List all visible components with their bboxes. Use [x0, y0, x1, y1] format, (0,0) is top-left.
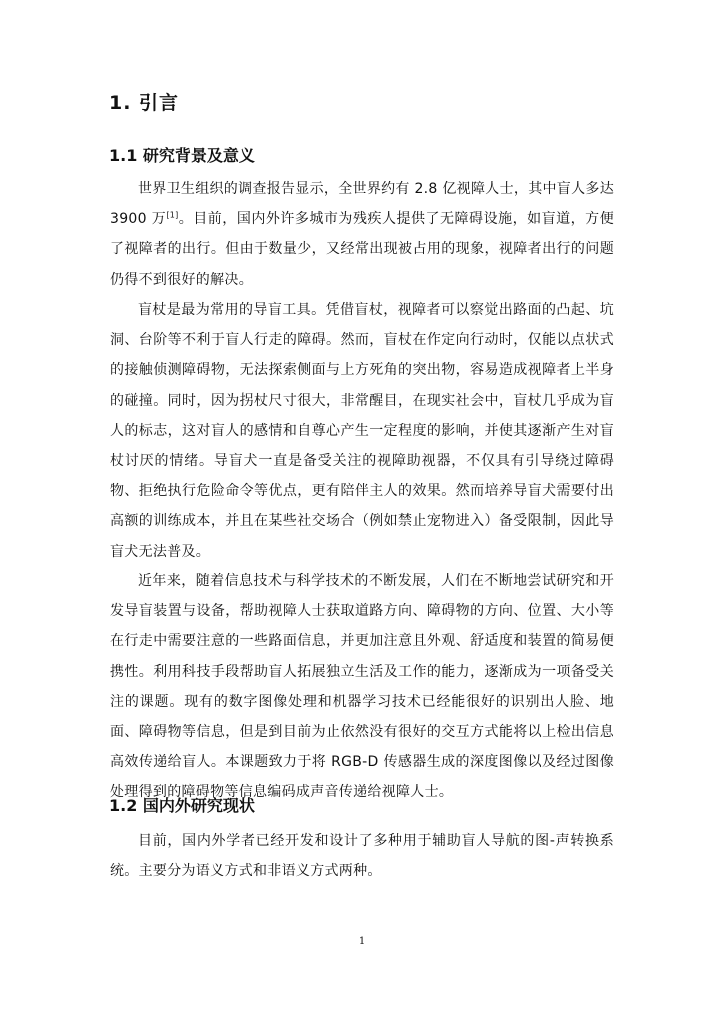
paragraph-4: 目前，国内外学者已经开发和设计了多种用于辅助盲人导航的图-声转换系统。主要分为语义方式和非语义方式两种。: [110, 833, 614, 880]
section-heading-1-2: 1.2 国内外研究现状: [109, 796, 255, 815]
paragraph-2: 盲杖是最为常用的导盲工具。凭借盲杖，视障者可以察觉出路面的凸起、坑洞、台阶等不利于盲人行走的障碍。然而，盲杖在作定向行动时，仅能以点状式的接触侦测障碍物，无法探索侧面与上方死角的突出物，容易造成视障者上半身的碰撞。同时，因为拐杖尺寸很大，非常醒目，在现实社会中，盲杖几乎成为盲人的标志，这对盲人的感情和自尊心产生一定程度的影响，并使其逐渐产生对盲杖讨厌的情绪。导盲犬一直是备受关注的视障助视器，不仅具有引导绕过障碍物、拒绝执行危险命令等优点，更有陪伴主人的效果。然而培养导盲犬需要付出高额的训练成本，并且在某些社交场合（例如禁止宠物进入）备受限制，因此导盲犬无法普及。: [110, 302, 614, 560]
paragraph-1-text-b: 。目前，国内外许多城市为残疾人提供了无障碍设施，如盲道，方便了视障者的出行。但由于数量少，又经常出现被占用的现象，视障者出行的问题仍得不到很好的解决。: [110, 211, 614, 288]
section-heading-1-1: 1.1 研究背景及意义: [109, 146, 255, 165]
page-number: 1: [358, 936, 366, 947]
citation-ref: [1]: [166, 210, 179, 220]
chapter-heading: 1. 引言: [109, 92, 180, 114]
paragraph-3: 近年来，随着信息技术与科学技术的不断发展，人们在不断地尝试研究和开发导盲装置与设备，帮助视障人士获取道路方向、障碍物的方向、位置、大小等在行走中需要注意的一些路面信息，并更加注意且外观、舒适度和装置的简易便携性。利用科技手段帮助盲人拓展独立生活及工作的能力，逐渐成为一项备受关注的课题。现有的数字图像处理和机器学习技术已经能很好的识别出人脸、地面、障碍物等信息，但是到目前为止依然没有很好的交互方式能将以上检出信息高效传递给盲人。本课题致力于将 RGB-D 传感器生成的深度图像以及经过图像处理得到的障碍物等信息编码成声音传递给视障人士。: [110, 573, 614, 801]
paragraph-1: [110, 174, 614, 295]
paragraph-1-text-a: 世界卫生组织的调查报告显示，全世界约有 2.8 亿视障人士，其中盲人多达 3900 万: [110, 181, 614, 228]
